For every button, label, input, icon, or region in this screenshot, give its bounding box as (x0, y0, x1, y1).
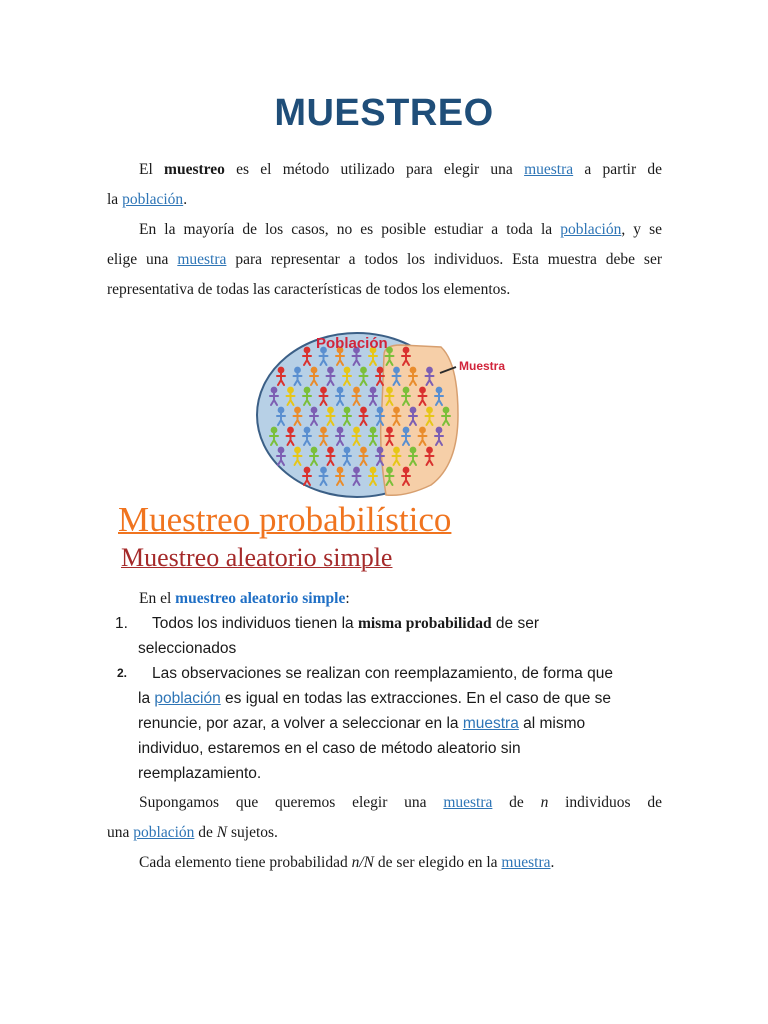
probability-text: . (550, 854, 555, 871)
list-item-number: 2. (117, 666, 128, 680)
list-item (152, 611, 539, 636)
list-item-text: seleccionados (138, 640, 237, 657)
keyword-misma-probabilidad: misma probabilidad (357, 615, 492, 632)
list-item-number: 1. (115, 615, 128, 632)
intro-paragraph-line: representativa de todas las características de todos los elementos. (107, 281, 511, 298)
list-item-text: es igual en todas las extracciones. En el caso de que se (220, 690, 612, 707)
keyword-muestreo: muestreo (164, 161, 225, 178)
intro-text: la (107, 191, 123, 208)
probability-paragraph (139, 848, 554, 878)
list-item (138, 711, 585, 736)
intro-paragraph-line (107, 185, 187, 215)
list-item-text: individuo, estaremos en el caso de método aleatorio sin (138, 740, 521, 757)
heading-muestreo-probabilistico: Muestreo probabilístico (118, 500, 452, 539)
ratio-n-over-N: n/N (351, 854, 375, 871)
suppose-paragraph-line (107, 788, 662, 818)
link-muestra[interactable]: muestra (177, 251, 227, 268)
suppose-paragraph-line (107, 818, 278, 848)
intro-text: elige una (107, 251, 178, 268)
intro-text: . (183, 191, 188, 208)
link-poblacion[interactable]: población (133, 824, 195, 841)
list-item-text: de ser (491, 615, 539, 632)
link-muestra[interactable]: muestra (524, 161, 574, 178)
intro-paragraph-line (107, 215, 662, 245)
list-item-text: la (138, 690, 155, 707)
suppose-text: de (194, 824, 217, 841)
heading-muestreo-aleatorio-simple: Muestreo aleatorio simple (121, 543, 393, 572)
link-muestra[interactable]: muestra (462, 715, 519, 732)
simple-intro-text: En el (139, 590, 176, 607)
intro-paragraph-line (107, 155, 662, 185)
link-muestra[interactable]: muestra (443, 794, 493, 811)
list-item-text: reemplazamiento. (138, 765, 262, 782)
label-muestra: Muestra (459, 359, 506, 373)
probability-text: Cada elemento tiene probabilidad (139, 854, 352, 871)
list-item-text: Las observaciones se realizan con reemplazamiento, de forma que (152, 665, 613, 682)
link-poblacion[interactable]: población (122, 191, 184, 208)
simple-intro (139, 584, 350, 614)
link-poblacion[interactable]: población (560, 221, 622, 238)
label-poblacion: Población (316, 335, 388, 352)
list-item-text: al mismo (518, 715, 586, 732)
suppose-text: de (492, 794, 541, 811)
list-item-text: renuncie, por azar, a volver a seleccionar en la (138, 715, 463, 732)
population-sample-figure (256, 325, 526, 505)
intro-text: a partir de (573, 161, 662, 178)
population-sample-illustration (256, 325, 526, 500)
suppose-text: Supongamos que queremos elegir una (139, 794, 444, 811)
list-item (138, 686, 611, 711)
variable-N: N (216, 824, 228, 841)
list-item-text: Todos los individuos tienen la (152, 615, 358, 632)
keyword-muestreo-aleatorio-simple: muestreo aleatorio simple (175, 590, 346, 607)
page-title: MUESTREO (274, 92, 494, 134)
link-muestra[interactable]: muestra (501, 854, 551, 871)
intro-text: En la mayoría de los casos, no es posible estudiar a toda la (139, 221, 561, 238)
suppose-text: sujetos. (227, 824, 278, 841)
suppose-text: individuos de (548, 794, 662, 811)
intro-text: para representar a todos los individuos. Esta muestra debe ser (226, 251, 662, 268)
link-poblacion[interactable]: población (154, 690, 221, 707)
intro-text: es el método utilizado para elegir una (224, 161, 525, 178)
simple-intro-text: : (345, 590, 350, 607)
suppose-text: una (107, 824, 134, 841)
intro-paragraph-line (107, 245, 662, 275)
intro-text: , y se (621, 221, 662, 238)
intro-text: El (139, 161, 165, 178)
variable-n: n (540, 794, 549, 811)
probability-text: de ser elegido en la (374, 854, 502, 871)
